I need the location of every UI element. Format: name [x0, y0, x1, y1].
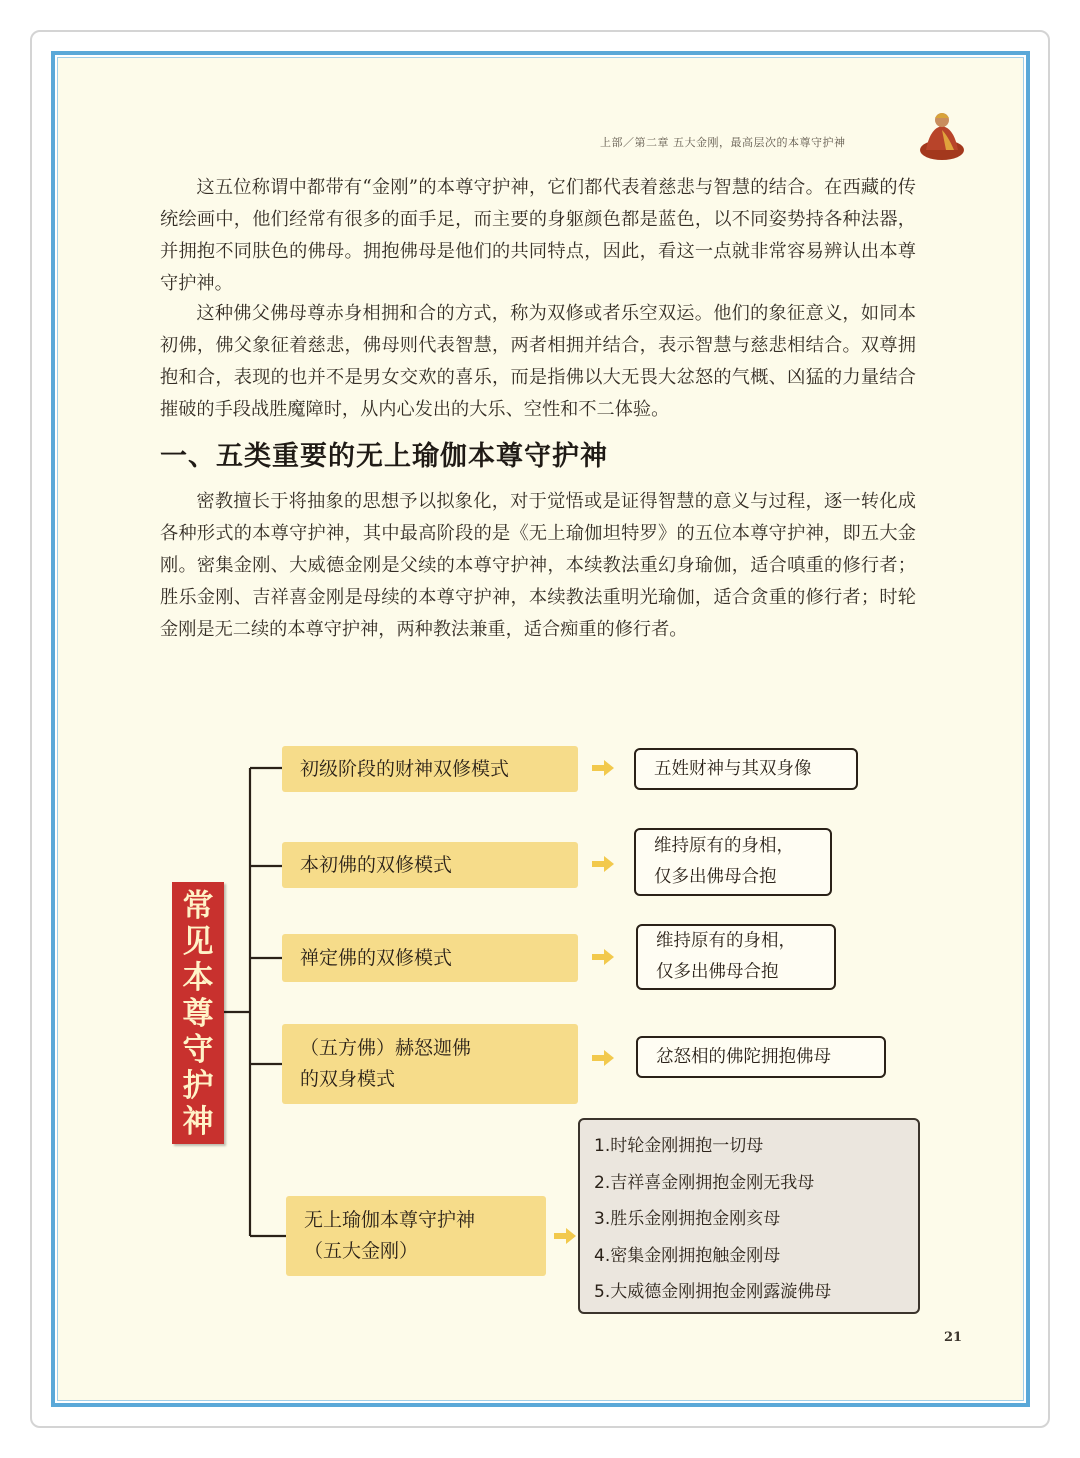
- category-label-4b: 的双身模式: [300, 1068, 396, 1090]
- five-vajras-item-1: 1.时轮金刚拥抱一切母: [594, 1136, 764, 1156]
- arrow-right-icon: [592, 1050, 614, 1066]
- description-box-3: [636, 924, 836, 990]
- category-label-1: 初级阶段的财神双修模式: [300, 757, 510, 780]
- category-box-5: [286, 1196, 546, 1276]
- five-vajras-item-5: 5.大威德金刚拥抱金刚露漩佛母: [594, 1282, 832, 1302]
- arrow-right-icon: [592, 949, 614, 965]
- section-heading: 一、五类重要的无上瑜伽本尊守护神: [160, 441, 608, 472]
- body-paragraph-2: 这种佛父佛母尊赤身相拥和合的方式，称为双修或者乐空双运。他们的象征意义，如同本初佛，佛父象征着慈悲，佛母则代表智慧，两者相拥并结合，表示智慧与慈悲相结合。双尊拥抱和合，表现的也并不是男女交欢的喜乐，而是指佛以大无畏大忿怒的气概、凶猛的力量结合摧破的手段战胜魔障时，从内心发出的大乐、空性和不二体验。: [160, 303, 916, 420]
- category-box-4: [282, 1024, 578, 1104]
- category-box-2: [282, 842, 578, 888]
- description-box-2: [634, 828, 832, 896]
- section-paragraph: 密教擅长于将抽象的思想予以拟象化，对于觉悟或是证得智慧的意义与过程，逐一转化成各种形式的本尊守护神，其中最高阶段的是《无上瑜伽坦特罗》的五位本尊守护神，即五大金刚。密集金刚、大威德金刚是父续的本尊守护神，本续教法重幻身瑜伽，适合嗔重的修行者；胜乐金刚、吉祥喜金刚是母续的本尊守护神，本续教法重明光瑜伽，适合贪重的修行者；时轮金刚是无二续的本尊守护神，两种教法兼重，适合痴重的修行者。: [160, 491, 916, 640]
- five-vajras-item-2: 2.吉祥喜金刚拥抱金刚无我母: [594, 1172, 815, 1193]
- category-box-1: [282, 746, 578, 792]
- description-line-2a: 维持原有的身相，: [654, 836, 794, 856]
- category-label-4a: （五方佛）赫怒迦佛: [300, 1037, 472, 1059]
- category-label-3: 禅定佛的双修模式: [300, 946, 453, 969]
- category-label-5b: （五大金刚）: [304, 1240, 419, 1262]
- description-box-1: [634, 748, 858, 790]
- page-number: 21: [944, 1330, 963, 1345]
- category-box-3: [282, 934, 578, 982]
- diagram-root-label: 常见本尊守护神: [182, 888, 214, 1140]
- category-label-2: 本初佛的双修模式: [300, 853, 453, 876]
- description-line-1a: 五姓财神与其双身像: [654, 758, 812, 779]
- category-label-5a: 无上瑜伽本尊守护神: [304, 1209, 476, 1231]
- description-line-3a: 维持原有的身相，: [656, 931, 796, 951]
- monk-figure-icon: [912, 106, 968, 162]
- five-vajras-list: [578, 1118, 920, 1314]
- description-line-3b: 仅多出佛母合抱: [656, 962, 779, 982]
- body-paragraph-1: 这五位称谓中都带有“金刚”的本尊守护神，它们都代表着慈悲与智慧的结合。在西藏的传统绘画中，他们经常有很多的面手足，而主要的身躯颜色都是蓝色，以不同姿势持各种法器，并拥抱不同肤色的佛母。拥抱佛母是他们的共同特点，因此，看这一点就非常容易辨认出本尊守护神。: [160, 177, 916, 294]
- description-box-4: [636, 1036, 886, 1078]
- arrow-right-icon: [554, 1228, 576, 1244]
- arrow-right-icon: [592, 760, 614, 776]
- arrow-right-icon: [592, 856, 614, 872]
- description-line-2b: 仅多出佛母合抱: [654, 867, 777, 887]
- five-vajras-item-4: 4.密集金刚拥抱触金刚母: [594, 1245, 781, 1266]
- description-line-4a: 忿怒相的佛陀拥抱佛母: [656, 1046, 831, 1067]
- running-header: 上部／第二章 五大金刚，最高层次的本尊守护神: [600, 136, 846, 149]
- five-vajras-item-3: 3.胜乐金刚拥抱金刚亥母: [594, 1209, 781, 1229]
